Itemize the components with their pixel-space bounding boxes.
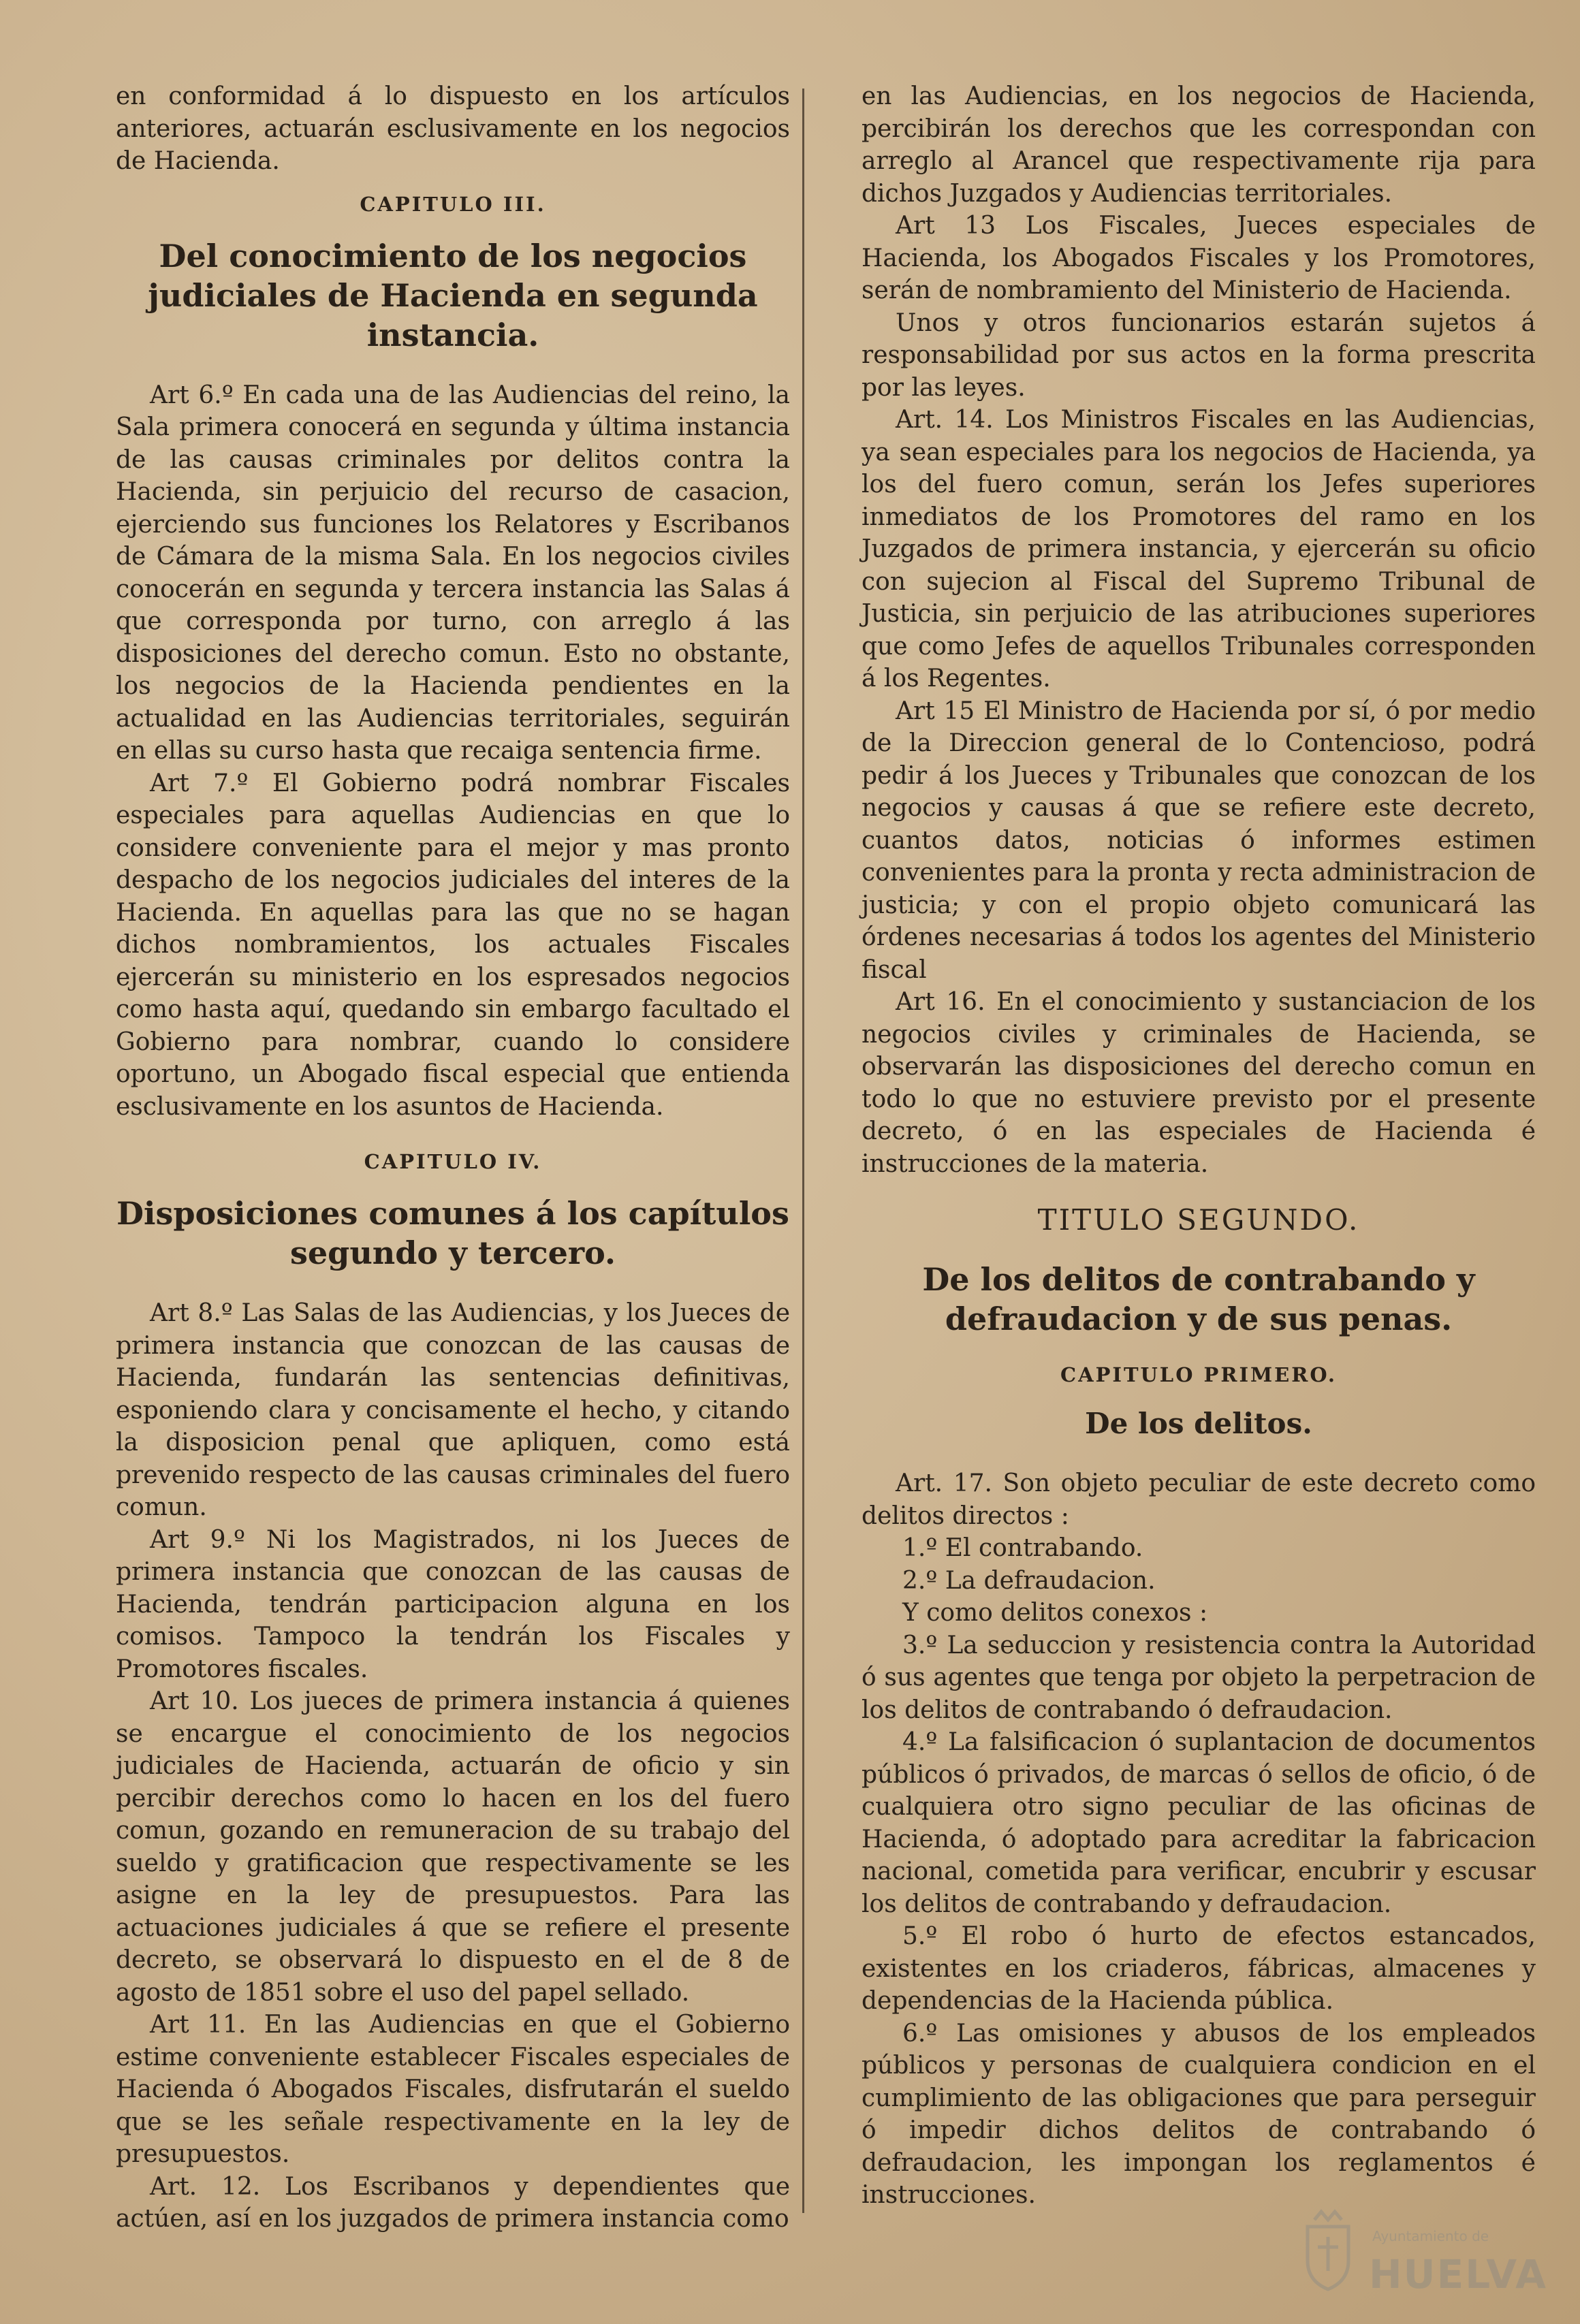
list-item-2: 2.º La defraudacion. bbox=[902, 1566, 1156, 1595]
chapter-1-title: De los delitos. bbox=[1085, 1407, 1312, 1440]
right-column bbox=[862, 80, 1536, 2212]
chapter-1-label: CAPITULO PRIMERO. bbox=[1060, 1363, 1337, 1386]
list-item-1: 1.º El contrabando. bbox=[902, 1534, 1143, 1562]
chapter-4-title: Disposiciones comunes á los capítulos segundo y tercero. bbox=[116, 1195, 789, 1271]
left-column bbox=[116, 80, 790, 2235]
article-9: Art 9.º Ni los Magistrados, ni los Jueces de primera instancia que conozcan de las causas de Hacienda, tendrán participacion alguna en los comisos. Tampoco la tendrán los Fiscales y Promotores fiscales. bbox=[116, 1525, 790, 1683]
article-13: Art 13 Los Fiscales, Jueces especiales de Hacienda, los Abogados Fiscales y los Promotores, serán de nombramiento del Ministerio de Hacienda. bbox=[862, 212, 1536, 304]
chapter-4-label: CAPITULO IV. bbox=[364, 1150, 542, 1173]
article-15: Art 15 El Ministro de Hacienda por sí, ó por medio de la Direccion general de lo Contencioso, podrá pedir á los Jueces y Tribunales que conozcan de los negocios y causas á que se refiere este decreto, cuantos datos, noticias ó informes estimen convenientes para la pronta y recta administracion de justicia; y con el propio objeto comunicará las órdenes necesarias á todos los agentes del Ministerio fiscal bbox=[862, 697, 1536, 984]
watermark-sub: Ayuntamiento de bbox=[1372, 2228, 1489, 2244]
article-6: Art 6.º En cada una de las Audiencias del reino, la Sala primera conocerá en segunda y última instancia de las causas criminales por delitos contra la Hacienda, sin perjuicio del recurso de casacion, ejerciendo sus funciones los Relatores y Escribanos de Cámara de la misma Sala. En los negocios civiles conocerán en segunda y tercera instancia las Salas á que corresponda por turno, con arreglo á las disposiciones del derecho comun. Esto no obstante, los negocios de la Hacienda pendientes en la actualidad en las Audiencias territoriales, seguirán en ellas su curso hasta que recaiga sentencia firme. bbox=[116, 381, 790, 765]
title-2-label: TITULO SEGUNDO. bbox=[1037, 1203, 1360, 1237]
article-8: Art 8.º Las Salas de las Audiencias, y los Jueces de primera instancia que conozcan de las causas de Hacienda, fundarán las sentencias definitivas, esponiendo clara y concisamente el hecho, y citando la disposicion penal que apliquen, como está prevenido respecto de las causas criminales del fuero comun. bbox=[116, 1299, 790, 1521]
article-12: Art. 12. Los Escribanos y dependientes que actúen, así en los juzgados de primera instancia como bbox=[116, 2172, 790, 2233]
crest-icon bbox=[1294, 2206, 1362, 2295]
article-11: Art 11. En las Audiencias en que el Gobierno estime conveniente establecer Fiscales especiales de Hacienda ó Abogados Fiscales, disfrutarán el sueldo que se les señale respectivamente en la ley de presupuestos. bbox=[116, 2011, 790, 2168]
article-10: Art 10. Los jueces de primera instancia á quienes se encargue el conocimiento de los negocios judiciales de Hacienda, actuarán de oficio y sin percibir derechos como lo hacen en los del fuero comun, gozando en remuneracion de su trabajo del sueldo y gratificacion que respectivamente se les asigne en la ley de presupuestos. Para las actuaciones judiciales á que se refiere el presente decreto, se observará lo dispuesto en el de 8 de agosto de 1851 sobre el uso del papel sellado. bbox=[116, 1687, 790, 2007]
column-divider bbox=[802, 89, 804, 2213]
title-2-heading: De los delitos de contrabando y defraudacion y de sus penas. bbox=[922, 1261, 1475, 1337]
article-14: Art. 14. Los Ministros Fiscales en las Audiencias, ya sean especiales para los negocios de Hacienda, ya los del fuero comun, serán los Jefes superiores inmediatos de los Promotores del ramo en los Juzgados de primera instancia, y ejercerán su oficio con sujecion al Fiscal del Supremo Tribunal de Justicia, sin perjuicio de las atribuciones superiores que como Jefes de aquellos Tribunales corresponden á los Regentes. bbox=[862, 406, 1536, 693]
list-item-5: 5.º El robo ó hurto de efectos estancados, existentes en los criaderos, fábricas, almacenes y dependencias de la Hacienda pública. bbox=[862, 1922, 1536, 2015]
watermark-logo bbox=[1294, 2206, 1548, 2302]
paragraph-continuation: en las Audiencias, en los negocios de Hacienda, percibirán los derechos que les correspondan con arreglo al Arancel que respectivamente rija para dichos Juzgados y Audiencias territoriales. bbox=[862, 82, 1536, 208]
chapter-3-title: Del conocimiento de los negocios judiciales de Hacienda en segunda instancia. bbox=[148, 237, 758, 353]
watermark-name: HUELVA bbox=[1369, 2251, 1548, 2297]
article-7: Art 7.º El Gobierno podrá nombrar Fiscales especiales para aquellas Audiencias en que lo considere conveniente para el mejor y mas pronto despacho de los negocios judiciales del interes de la Hacienda. En aquellas para las que no se hagan dichos nombramientos, los actuales Fiscales ejercerán su ministerio en los espresados negocios como hasta aquí, quedando sin embargo facultado el Gobierno para nombrar, cuando lo considere oportuno, un Abogado fiscal especial que entienda esclusivamente en los asuntos de Hacienda. bbox=[116, 769, 790, 1121]
article-16: Art 16. En el conocimiento y sustanciacion de los negocios civiles y criminales de Hacienda, se observarán las disposiciones del derecho comun en todo lo que no estuviere previsto por el presente decreto, ó en las especiales de Hacienda é instrucciones de la materia. bbox=[862, 988, 1536, 1178]
list-item-6: 6.º Las omisiones y abusos de los empleados públicos y personas de cualquiera condicion en el cumplimiento de las obligaciones que para perseguir ó impedir dichos delitos de contrabando ó defraudacion, les impongan los reglamentos é instrucciones. bbox=[862, 2019, 1536, 2209]
list-item-3: 3.º La seduccion y resistencia contra la Autoridad ó sus agentes que tenga por objeto la perpetracion de los delitos de contrabando ó defraudacion. bbox=[862, 1631, 1536, 1724]
article-17: Art. 17. Son objeto peculiar de este decreto como delitos directos : bbox=[862, 1469, 1536, 1530]
list-subheading-conexos: Y como delitos conexos : bbox=[902, 1599, 1208, 1627]
list-item-4: 4.º La falsificacion ó suplantacion de documentos públicos ó privados, de marcas ó sellos de oficio, ó de cualquiera otro signo peculiar de las oficinas de Hacienda, ó adoptado para acreditar la fabricacion nacional, cometida para verificar, encubrir y escusar los delitos de contrabando y defraudacion. bbox=[862, 1728, 1536, 1918]
paragraph-continuation: en conformidad á lo dispuesto en los artículos anteriores, actuarán esclusivamente en los negocios de Hacienda. bbox=[116, 82, 790, 175]
article-13-continued: Unos y otros funcionarios estarán sujetos á responsabilidad por sus actos en la forma prescrita por las leyes. bbox=[862, 308, 1536, 402]
chapter-3-label: CAPITULO III. bbox=[360, 192, 546, 216]
